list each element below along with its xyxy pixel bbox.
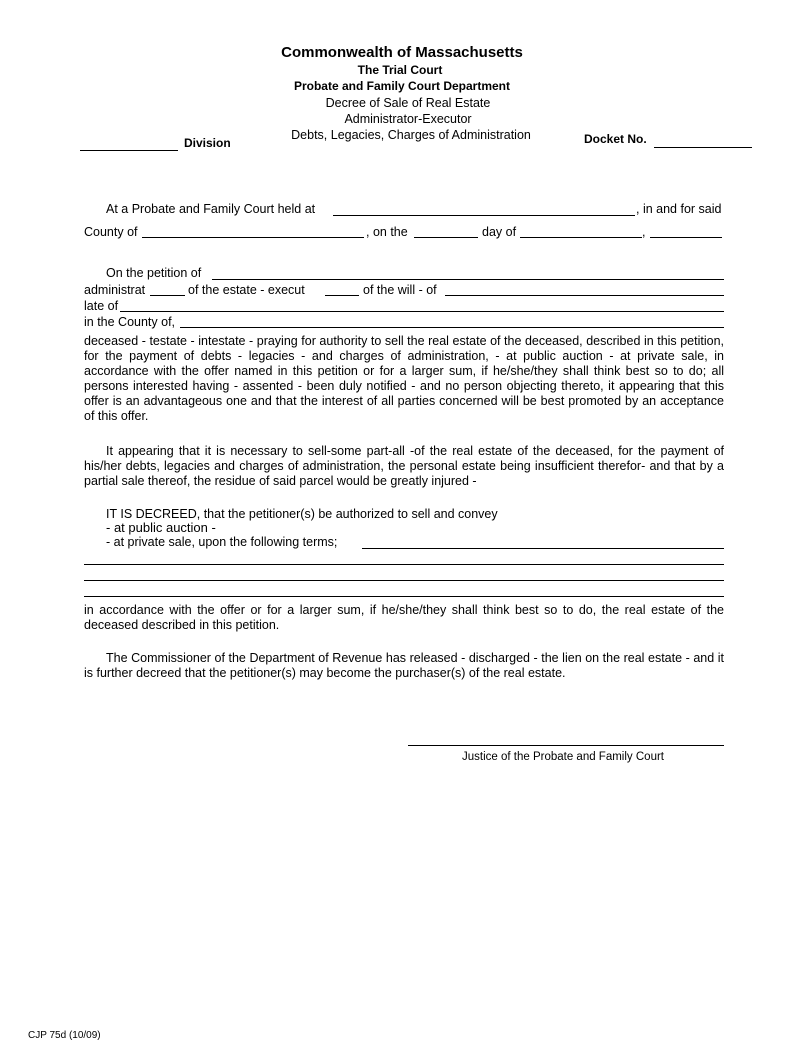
- petition-of-label: On the petition of: [106, 266, 202, 280]
- administrat-label: administrat: [84, 283, 146, 297]
- administrat-suffix-field[interactable]: [150, 295, 185, 296]
- decree-line3: - at private sale, upon the following terms;: [106, 535, 338, 549]
- petitioner-field[interactable]: [212, 279, 724, 280]
- terms-field-4[interactable]: [84, 596, 724, 597]
- form-title-line3: Debts, Legacies, Charges of Administration: [291, 128, 531, 142]
- commissioner-paragraph: The Commissioner of the Department of Revenue has released - discharged - the lien on the real estate - and it is further decreed that the petitioner(s) may become the purchaser(s) of the real estate.: [84, 651, 724, 680]
- comma-label: ,: [642, 225, 646, 239]
- decree-line1: IT IS DECREED, that the petitioner(s) be authorized to sell and convey: [106, 507, 498, 521]
- month-field[interactable]: [520, 237, 642, 238]
- county-of-label: in the County of,: [84, 315, 176, 329]
- year-field[interactable]: [650, 237, 722, 238]
- county-of-field[interactable]: [180, 327, 724, 328]
- court-location-field[interactable]: [333, 215, 635, 216]
- form-title-line2: Administrator-Executor: [344, 112, 472, 126]
- execut-suffix-field[interactable]: [325, 295, 359, 296]
- court-held-suffix: , in and for said: [636, 202, 722, 216]
- form-id: CJP 75d (10/09): [28, 1030, 101, 1041]
- day-field[interactable]: [414, 237, 478, 238]
- county-field[interactable]: [142, 237, 364, 238]
- terms-field-3[interactable]: [84, 580, 724, 581]
- division-field[interactable]: [80, 150, 178, 151]
- appearing-paragraph: It appearing that it is necessary to sell-some part-all -of the real estate of the deceased, for the payment of his/her debts, legacies and charges of administration, the personal estate being insufficient therefor- and that by a partial sale thereof, the residue of said parcel would be greatly injured -: [84, 444, 724, 488]
- state-heading: Commonwealth of Massachusetts: [281, 44, 523, 61]
- petition-body: deceased - testate - intestate - praying for authority to sell the real estate of the deceased, described in this petition, for the payment of debts - legacies - and charges of administration, - at public auction - at private sale, in accordance with the offer named in this petition or for a larger sum, if he/she/they shall think best so to do; all persons interested having - assented - been duly notified - and no person objecting thereto, it appearing that this offer is an advantageous one and that the interest of all parties concerned will be best promoted by an acceptance of this offer.: [84, 334, 724, 423]
- accordance-paragraph: in accordance with the offer or for a larger sum, if he/she/they shall think best so to do, the real estate of the deceased described in this petition.: [84, 603, 724, 632]
- county-label: County of: [84, 225, 138, 239]
- will-of-field[interactable]: [445, 295, 724, 296]
- will-of-label: of the will - of: [363, 283, 437, 297]
- court-held-prefix: At a Probate and Family Court held at: [106, 202, 316, 216]
- on-the-label: , on the: [366, 225, 408, 239]
- court-heading: The Trial Court: [357, 63, 443, 77]
- form-title-line1: Decree of Sale of Real Estate: [325, 96, 491, 110]
- docket-number-field[interactable]: [654, 147, 752, 148]
- terms-field-2[interactable]: [84, 564, 724, 565]
- late-of-field[interactable]: [120, 311, 724, 312]
- day-of-label: day of: [482, 225, 517, 239]
- terms-field-1[interactable]: [362, 548, 724, 549]
- decree-line2: - at public auction -: [106, 520, 216, 535]
- estate-execut-label: of the estate - execut: [188, 283, 305, 297]
- justice-signature-line[interactable]: [408, 745, 724, 746]
- justice-signature-label: Justice of the Probate and Family Court: [462, 751, 664, 763]
- docket-label: Docket No.: [584, 132, 647, 146]
- department-heading: Probate and Family Court Department: [293, 79, 511, 93]
- division-label: Division: [184, 136, 231, 150]
- late-of-label: late of: [84, 299, 119, 313]
